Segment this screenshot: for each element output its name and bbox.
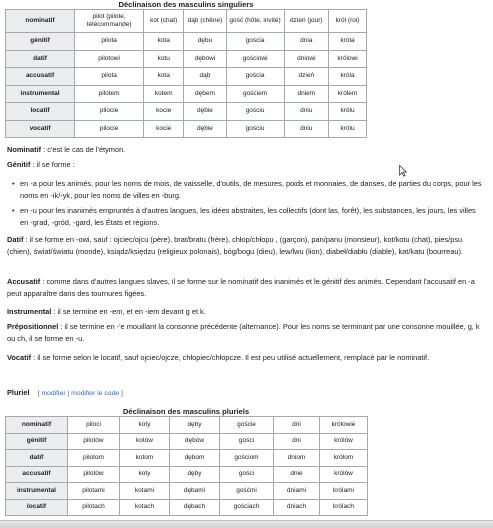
pluriel-heading <box>7 387 123 399</box>
instrumental-term: Instrumental <box>7 307 52 316</box>
plural-table-wrap <box>5 407 367 516</box>
table-cell: królami <box>320 483 368 500</box>
table-cell: pilota <box>75 33 144 51</box>
table-cell: dąb <box>184 68 226 86</box>
singular-declension-table <box>5 9 367 138</box>
table-cell: króla <box>329 33 367 51</box>
table-cell: gośćmi <box>220 483 274 500</box>
genitive-text: : il se forme : <box>30 160 75 169</box>
dative-paragraph <box>7 234 485 257</box>
nominative-text: : c'est le cas de l'étymon. <box>41 145 126 154</box>
case-header: datif <box>6 50 75 68</box>
genitive-paragraph <box>7 159 485 171</box>
table-cell: dzień <box>284 68 329 86</box>
case-header: instrumental <box>6 483 68 500</box>
table-cell: dębem <box>184 85 226 103</box>
table-cell: dzień (jour) <box>284 10 329 33</box>
table-cell: dębu <box>184 33 226 51</box>
table-cell: kot (chat) <box>144 10 184 33</box>
table-cell: gościowi <box>226 50 284 68</box>
table-cell: królu <box>329 103 367 121</box>
table-row <box>6 483 368 500</box>
table-cell: królem <box>329 85 367 103</box>
table-cell: król (roi) <box>329 10 367 33</box>
pluriel-heading-title: Pluriel <box>7 388 30 397</box>
table-cell: pilot (pilote, télécommande) <box>75 10 144 33</box>
table-row <box>6 50 367 68</box>
case-header: instrumental <box>6 85 75 103</box>
table-cell: dniowi <box>284 50 329 68</box>
table-cell: kotem <box>144 85 184 103</box>
vocative-paragraph <box>7 352 485 364</box>
table-cell: królów <box>320 433 368 450</box>
table-cell: kotu <box>144 50 184 68</box>
case-header: nominatif <box>6 10 75 33</box>
dative-text: : il se forme en -owi, sauf : ojciec/ojcu (père), brat/bratu (frère), chłop/chłopu , (garçon), pan/panu (monsieur), kot/kotu (chat), pies/psu (chien), świat/światu (monde), ksiądz/księdzu (religieux polonais), bóg/bogu (dieu), lew/lwu (lion), diabeł/diabłu (diable), kat/katu (bourreau). <box>7 235 463 256</box>
case-header: accusatif <box>6 68 75 86</box>
table-cell: dniami <box>274 483 320 500</box>
table-cell: królów <box>320 466 368 483</box>
instrumental-paragraph <box>7 306 485 318</box>
bottom-bar <box>0 520 493 528</box>
table-cell: dęby <box>170 466 220 483</box>
genitive-term: Génitif <box>7 160 31 169</box>
accusative-term: Accusatif <box>7 277 41 286</box>
table-cell: pilotami <box>68 483 120 500</box>
table-cell: królowie <box>320 417 368 434</box>
table-cell: pilotom <box>68 450 120 467</box>
table-cell: pilotem <box>75 85 144 103</box>
table-cell: gościu <box>226 120 284 138</box>
plural-table-caption: Déclinaison des masculins pluriels <box>122 407 250 416</box>
table-cell: gościach <box>220 499 274 516</box>
table-cell: dębach <box>170 499 220 516</box>
genitive-bullet-2-text: en -u pour les inanimés empruntés à d'autres langues, les idées abstraites, les collectifs (dont las, forêt), les substances, les jours, les villes en -grad, -gród, -gard, les États et régions. <box>20 206 476 227</box>
nominative-term: Nominatif <box>7 145 42 154</box>
case-header: datif <box>6 450 68 467</box>
table-cell: kotami <box>120 483 170 500</box>
prepositional-text: : il se termine en -'e mouillant la consonne précédente (alternance). Pour les noms se terminant par une consonne mouillée, g, k ou ch, il se forme en -u. <box>7 322 480 343</box>
table-cell: dni <box>274 433 320 450</box>
case-header: accusatif <box>6 466 68 483</box>
genitive-bullet-2: • en -u pour les inanimés empruntés à d'autres langues, les idées abstraites, les collectifs (dont las, forêt), les substances, les jours, les villes en -grad, -gród, -gard, les États et régions. <box>12 206 476 227</box>
table-cell: pilotów <box>68 466 120 483</box>
instrumental-text: : il se termine en -em, et en -iem devant g et k. <box>51 307 206 316</box>
edit-links: [ modifier | modifier le code ] <box>37 390 123 397</box>
singular-table-wrap <box>5 0 367 138</box>
table-cell: dniom <box>274 450 320 467</box>
table-cell: goście <box>220 417 274 434</box>
table-cell: pilocie <box>75 120 144 138</box>
table-row <box>6 85 367 103</box>
table-cell: dębami <box>170 483 220 500</box>
table-cell: gości <box>220 466 274 483</box>
table-cell: dniu <box>284 120 329 138</box>
table-cell: dąb (chêne) <box>184 10 226 33</box>
table-cell: królowi <box>329 50 367 68</box>
table-cell: kotach <box>120 499 170 516</box>
prepositional-paragraph <box>7 321 485 344</box>
table-row <box>6 466 368 483</box>
table-cell: pilocie <box>75 103 144 121</box>
vocative-text: : il se forme selon le locatif, sauf ojciec/ojcze, chłopiec/chłopcze. Il est peu utilisé actuellement, remplacé par le nominatif. <box>31 353 430 362</box>
case-header: locatif <box>6 499 68 516</box>
table-cell: dni <box>274 417 320 434</box>
table-cell: gościa <box>226 68 284 86</box>
table-row <box>6 10 367 33</box>
modifier-code-link[interactable]: modifier le code <box>71 390 120 397</box>
table-cell: gości <box>220 433 274 450</box>
genitive-bullet-1: • en -a pour les animés, pour les noms de mois, de vaisselle, d'outils, de mesures, poids et monnaies, de danses, de parties du corps, pour les noms en -ik/-yk, pour les noms de villes en -burg. <box>12 179 482 200</box>
table-cell: kotów <box>120 433 170 450</box>
case-header: nominatif <box>6 417 68 434</box>
accusative-paragraph <box>7 276 485 299</box>
table-cell: pilota <box>75 68 144 86</box>
mouse-cursor-icon <box>399 165 407 177</box>
dative-term: Datif <box>7 235 24 244</box>
table-cell: dęby <box>170 417 220 434</box>
table-cell: koty <box>120 417 170 434</box>
case-header: vocatif <box>6 120 75 138</box>
vocative-term: Vocatif <box>7 353 32 362</box>
table-cell: kota <box>144 68 184 86</box>
table-cell: gościa <box>226 33 284 51</box>
table-cell: dniu <box>284 103 329 121</box>
table-cell: dębów <box>170 433 220 450</box>
table-row <box>6 417 368 434</box>
case-header: génitif <box>6 433 68 450</box>
table-cell: gościu <box>226 103 284 121</box>
accusative-text: : comme dans d'autres langues slaves, il se forme sur le nominatif des inanimés et le génitif des animés. Cependant l'accusatif en -a peut apparaître dans des tournures figées. <box>7 277 475 298</box>
table-cell: króla <box>329 68 367 86</box>
plural-declension-table <box>5 416 368 516</box>
table-cell: dnie <box>274 466 320 483</box>
table-row <box>6 499 368 516</box>
table-cell: kocie <box>144 103 184 121</box>
case-header: locatif <box>6 103 75 121</box>
table-cell: dniem <box>284 85 329 103</box>
case-header: génitif <box>6 33 75 51</box>
table-cell: królom <box>320 450 368 467</box>
table-cell: królu <box>329 120 367 138</box>
table-cell: królach <box>320 499 368 516</box>
table-cell: dniach <box>274 499 320 516</box>
table-row <box>6 33 367 51</box>
table-cell: dnia <box>284 33 329 51</box>
table-cell: dębie <box>184 103 226 121</box>
table-row <box>6 450 368 467</box>
table-cell: gościem <box>226 85 284 103</box>
table-cell: pilotów <box>68 433 120 450</box>
genitive-bullet-1-text: en -a pour les animés, pour les noms de mois, de vaisselle, d'outils, de mesures, poids et monnaies, de danses, de parties du corps, pour les noms en -ik/-yk, pour les noms de villes en -burg. <box>20 179 482 200</box>
table-cell: dębom <box>170 450 220 467</box>
table-cell: dębowi <box>184 50 226 68</box>
table-cell: pilotach <box>68 499 120 516</box>
table-cell: pilotowi <box>75 50 144 68</box>
table-cell: kocie <box>144 120 184 138</box>
table-cell: dębie <box>184 120 226 138</box>
prepositional-term: Prépositionnel <box>7 322 59 331</box>
singular-table-caption: Déclinaison des masculins singuliers <box>118 0 254 9</box>
table-cell: gościom <box>220 450 274 467</box>
table-cell: gość (hôte, invité) <box>226 10 284 33</box>
table-cell: kotom <box>120 450 170 467</box>
table-cell: koty <box>120 466 170 483</box>
table-cell: kota <box>144 33 184 51</box>
table-row <box>6 68 367 86</box>
table-row <box>6 120 367 138</box>
modifier-link[interactable]: modifier <box>41 390 66 397</box>
table-cell: piloci <box>68 417 120 434</box>
table-row <box>6 433 368 450</box>
table-row <box>6 103 367 121</box>
nominative-paragraph <box>7 144 485 156</box>
